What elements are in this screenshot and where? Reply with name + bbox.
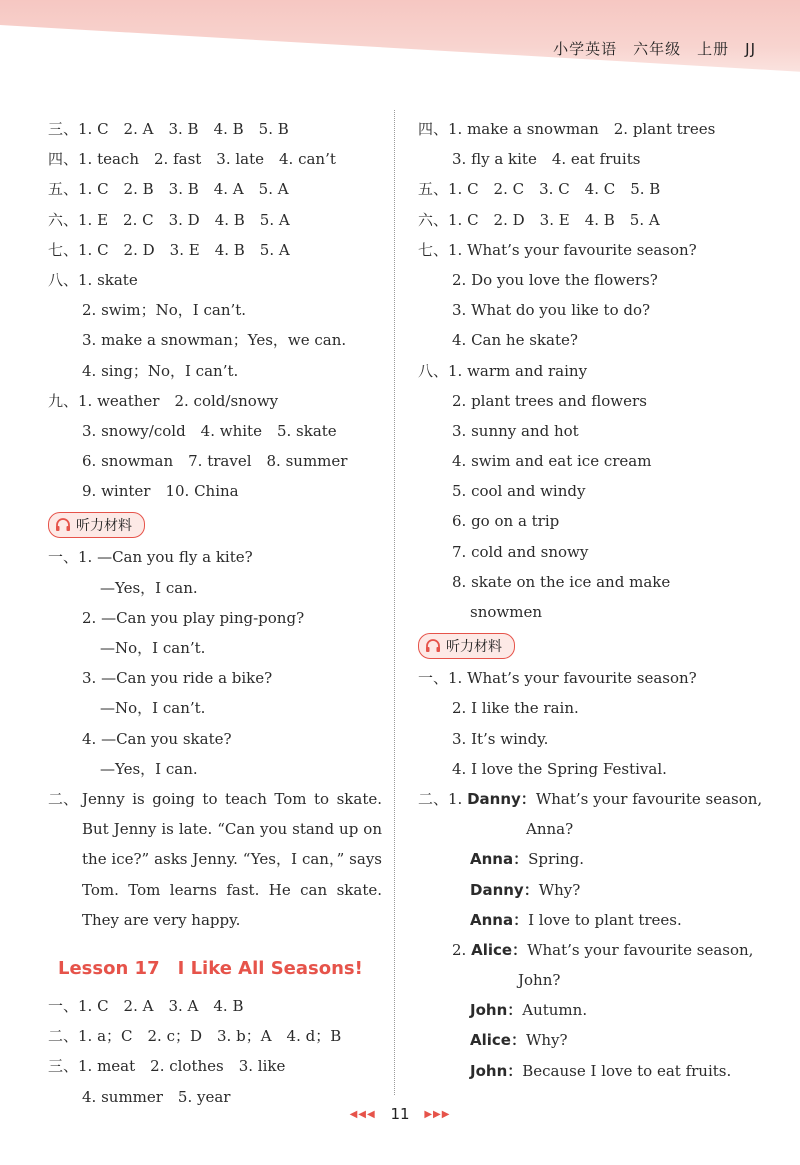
- answer-line: snowmen: [470, 603, 542, 621]
- section-label: 二、: [48, 789, 79, 808]
- dialogue-line: [418, 1056, 748, 1086]
- answer-line: 七、1. C 2. D 3. E 4. B 5. A: [48, 240, 290, 259]
- section-two-passage: [48, 784, 382, 935]
- answer-line: 六、1. C 2. D 3. E 4. B 5. A: [418, 210, 660, 229]
- answer-line: 二、1. a；C 2. c；D 3. b；A 4. d；B: [48, 1027, 342, 1046]
- listening-line: —No，I can’t.: [100, 639, 206, 657]
- answer-line: 4. swim and eat ice cream: [452, 452, 652, 471]
- answer-line: 7. cold and snowy: [452, 542, 589, 561]
- speaker-name: Alice：: [471, 940, 528, 959]
- listening-material-label: [418, 633, 515, 659]
- dialogue-line: [418, 995, 748, 1025]
- dialogue-text: Spring.: [528, 850, 584, 869]
- dialogue-text: What’s your favourite season,: [535, 789, 763, 808]
- answer-line: 3. What do you like to do?: [452, 301, 651, 320]
- answer-line: 3. fly a kite 4. eat fruits: [452, 150, 641, 169]
- listening-label-text: 听力材料: [446, 639, 502, 656]
- answer-line: 2. swim；No，I can’t.: [82, 301, 247, 320]
- answer-line: 八、1. skate: [48, 270, 138, 289]
- dialogue-line: [418, 1025, 748, 1055]
- answer-line: 五、1. C 2. C 3. C 4. C 5. B: [418, 180, 661, 199]
- answer-line: 5. cool and windy: [452, 482, 586, 501]
- answer-line: 2. plant trees and flowers: [452, 391, 647, 410]
- answer-line: 三、1. C 2. A 3. B 4. B 5. B: [48, 120, 289, 138]
- listening-label-text: 听力材料: [76, 518, 132, 535]
- speaker-name: Anna：: [470, 910, 529, 929]
- lesson-title: Lesson 17 I Like All Seasons!: [58, 957, 363, 979]
- page-number: 11: [390, 1105, 410, 1123]
- page-footer: [0, 1105, 800, 1123]
- answer-line: 八、1. warm and rainy: [418, 361, 588, 380]
- answer-line: 一、1. C 2. A 3. A 4. B: [48, 996, 244, 1015]
- dialogue-text: Anna?: [526, 820, 574, 839]
- listening-line: 一、1. —Can you fly a kite?: [48, 548, 253, 567]
- headphone-icon: [55, 518, 71, 532]
- speaker-name: Alice：: [470, 1031, 526, 1050]
- dialogue-prefix: 二、1.: [418, 789, 468, 808]
- dialogue-prefix: 2.: [452, 940, 472, 959]
- answer-line: 四、1. make a snowman 2. plant trees: [418, 120, 716, 138]
- answer-line: 2. Do you love the flowers?: [452, 270, 658, 289]
- speaker-name: John：: [470, 1061, 523, 1080]
- column-divider: [394, 110, 395, 1095]
- left-column: [48, 114, 382, 1112]
- listening-line: 一、1. What’s your favourite season?: [418, 669, 697, 688]
- dialogue-line: [418, 784, 763, 814]
- answer-line: 9. winter 10. China: [82, 482, 239, 501]
- dialogue-text: Because I love to eat fruits.: [522, 1061, 732, 1080]
- dialogue-line: [418, 844, 748, 874]
- dialogue-text: Why?: [538, 880, 581, 899]
- listening-line: 2. —Can you play ping-pong?: [82, 608, 305, 627]
- listening-line: —Yes，I can.: [100, 578, 198, 597]
- passage-text: Jenny is going to teach Tom to skate. But Jenny is late. “Can you stand up on the ice?” asks Jenny. “Yes，I can，” says Tom. Tom learns fast. He can skate. They are very happy.: [82, 789, 382, 929]
- listening-line: 2. I like the rain.: [452, 699, 579, 718]
- dialogue-text: What’s your favourite season,: [527, 940, 754, 959]
- answer-line: 8. skate on the ice and make: [452, 572, 671, 591]
- listening-material-label: [48, 512, 145, 538]
- dialogue-line: [418, 935, 754, 965]
- answer-line: 六、1. E 2. C 3. D 4. B 5. A: [48, 210, 290, 229]
- answer-line: 6. go on a trip: [452, 512, 560, 531]
- right-arrows-icon: ▶▶▶: [424, 1109, 451, 1120]
- right-column: [418, 114, 763, 1086]
- listening-line: 3. It’s windy.: [452, 729, 549, 748]
- answer-line: 3. sunny and hot: [452, 421, 579, 440]
- dialogue-text: I love to plant trees.: [528, 910, 682, 929]
- speaker-name: John：: [470, 1001, 523, 1020]
- answer-line: 4. sing；No，I can’t.: [82, 361, 239, 380]
- listening-line: 4. —Can you skate?: [82, 729, 232, 748]
- answer-line: 七、1. What’s your favourite season?: [418, 240, 697, 259]
- left-arrows-icon: ◀◀◀: [349, 1109, 376, 1120]
- headphone-icon: [425, 639, 441, 653]
- speaker-name: Danny：: [467, 789, 536, 808]
- dialogue-text: Autumn.: [522, 1001, 588, 1020]
- header-title: 小学英语 六年级 上册 JJ: [553, 40, 756, 58]
- answer-line: 4. summer 5. year: [82, 1087, 231, 1106]
- listening-line: —Yes，I can.: [100, 759, 198, 778]
- listening-line: —No，I can’t.: [100, 699, 206, 718]
- dialogue-line: [418, 965, 748, 995]
- speaker-name: Danny：: [470, 880, 539, 899]
- dialogue-text: Why?: [525, 1031, 568, 1050]
- dialogue-line: [418, 875, 748, 905]
- listening-line: 3. —Can you ride a bike?: [82, 669, 273, 688]
- answer-line: 四、1. teach 2. fast 3. late 4. can’t: [48, 150, 336, 169]
- answer-line: 五、1. C 2. B 3. B 4. A 5. A: [48, 180, 289, 199]
- answer-line: 3. make a snowman；Yes，we can.: [82, 331, 347, 350]
- dialogue-line: [418, 814, 748, 844]
- dialogue-line: [418, 905, 748, 935]
- answer-line: 6. snowman 7. travel 8. summer: [82, 452, 348, 471]
- answer-line: 4. Can he skate?: [452, 331, 578, 350]
- listening-line: 4. I love the Spring Festival.: [452, 759, 667, 778]
- speaker-name: Anna：: [470, 850, 529, 869]
- answer-line: 3. snowy/cold 4. white 5. skate: [82, 421, 337, 440]
- answer-line: 三、1. meat 2. clothes 3. like: [48, 1057, 286, 1076]
- dialogue-text: John?: [518, 971, 561, 990]
- answer-line: 九、1. weather 2. cold/snowy: [48, 391, 279, 410]
